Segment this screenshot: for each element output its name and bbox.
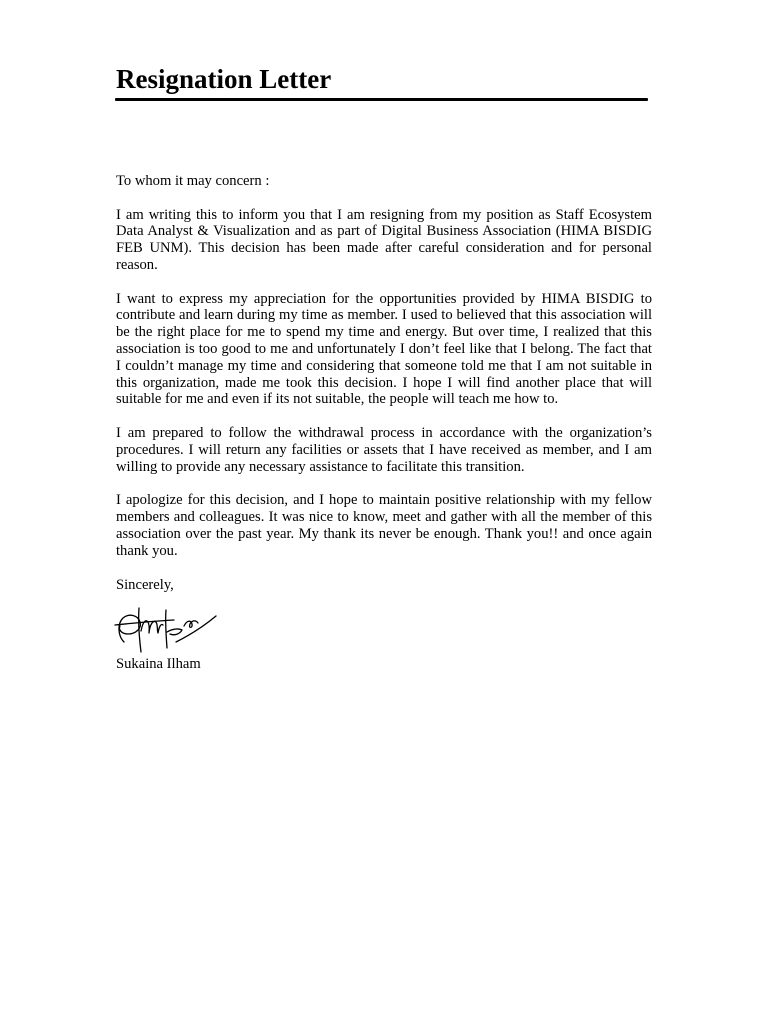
letter-body	[116, 173, 652, 673]
paragraph-4: I apologize for this decision, and I hope to maintain positive relationship with my fellow members and colleagues. It was nice to know, meet and gather with all the member of this association over the past year. My thank its never be enough. Thank you!! and once again thank you.	[116, 492, 652, 559]
closing: Sincerely,	[116, 577, 174, 594]
signer-name: Sukaina Ilham	[116, 656, 201, 673]
paragraph-2: I want to express my appreciation for the opportunities provided by HIMA BISDIG to contribute and learn during my time as member. I used to believed that this association will be the right place for me to spend my time and energy. But over time, I realized that this association is too good to me and unfortunately I don’t feel like that I belong. The fact that I couldn’t manage my time and considering that someone told me that I am not suitable in this organization, made me took this decision. I hope I will find another place that will suitable for me and even if its not suitable, the people will teach me how to.	[116, 290, 652, 408]
signature-icon	[114, 598, 218, 654]
title-underline	[115, 98, 648, 101]
salutation: To whom it may concern :	[116, 173, 270, 189]
paragraph-3: I am prepared to follow the withdrawal process in accordance with the organization’s procedures. I will return any facilities or assets that I have received as member, and I am willing to provide any necessary assistance to facilitate this transition.	[116, 424, 652, 475]
paragraph-1: I am writing this to inform you that I am resigning from my position as Staff Ecosystem Data Analyst & Visualization and as part of Digital Business Association (HIMA BISDIG FEB UNM). This decision has been made after careful consideration and for personal reason.	[116, 206, 652, 273]
letter-title: Resignation Letter	[116, 64, 332, 94]
